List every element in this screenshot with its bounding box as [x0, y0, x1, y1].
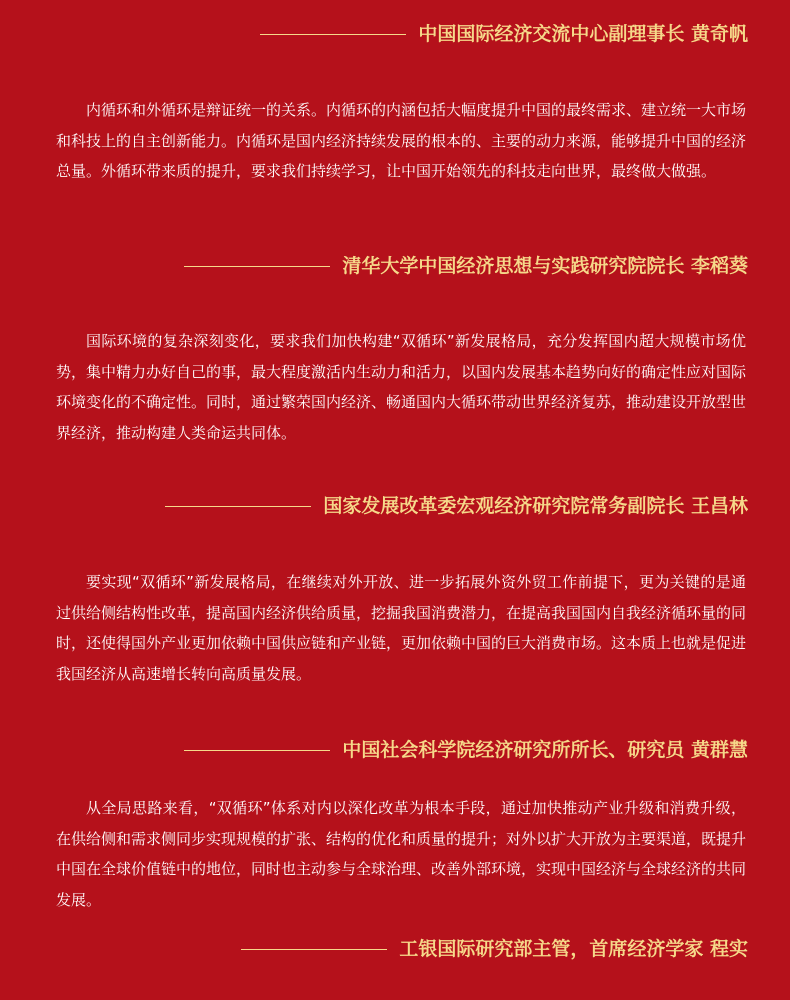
attribution-3	[165, 494, 748, 518]
divider-line	[184, 266, 330, 267]
divider-line	[241, 949, 387, 950]
attribution-4	[184, 738, 748, 762]
attribution-text: 清华大学中国经济思想与实践研究院院长 李稻葵	[342, 255, 748, 277]
quote-4: 从全局思路来看，“双循环”体系对内以深化改革为根本手段，通过加快推动产业升级和消费升级，在供给侧和需求侧同步实现规模的扩张、结构的优化和质量的提升；对外以扩大开放为主要渠道，既提升中国在全球价值链中的地位，同时也主动参与全球治理、改善外部环境，实现中国经济与全球经济的共同发展。	[56, 799, 747, 909]
attribution-text: 中国社会科学院经济研究所所长、研究员 黄群慧	[342, 739, 748, 761]
attribution-1	[260, 22, 748, 46]
divider-line	[260, 34, 406, 35]
quote-3: 要实现“双循环”新发展格局，在继续对外开放、进一步拓展外资外贸工作前提下，更为关键的是通过供给侧结构性改革，提高国内经济供给质量，挖掘我国消费潜力，在提高我国国内自我经济循环量的同时，还使得国外产业更加依赖中国供应链和产业链，更加依赖中国的巨大消费市场。这本质上也就是促进我国经济从高速增长转向高质量发展。	[56, 573, 747, 683]
attribution-text: 国家发展改革委宏观经济研究院常务副院长 王昌林	[323, 495, 748, 517]
attribution-text: 中国国际经济交流中心副理事长 黄奇帆	[418, 23, 748, 45]
divider-line	[165, 506, 311, 507]
divider-line	[184, 750, 330, 751]
attribution-5	[241, 937, 748, 961]
attribution-text: 工银国际研究部主管，首席经济学家 程实	[399, 938, 748, 960]
attribution-2	[184, 254, 748, 278]
quote-2: 国际环境的复杂深刻变化，要求我们加快构建“双循环”新发展格局，充分发挥国内超大规模市场优势，集中精力办好自己的事，最大程度激活内生动力和活力，以国内发展基本趋势向好的确定性应对国际环境变化的不确定性。同时，通过繁荣国内经济、畅通国内大循环带动世界经济复苏，推动建设开放型世界经济，推动构建人类命运共同体。	[56, 332, 747, 442]
quote-1: 内循环和外循环是辩证统一的关系。内循环的内涵包括大幅度提升中国的最终需求、建立统一大市场和科技上的自主创新能力。内循环是国内经济持续发展的根本的、主要的动力来源，能够提升中国的经济总量。外循环带来质的提升，要求我们持续学习，让中国开始领先的科技走向世界，最终做大做强。	[56, 101, 747, 180]
